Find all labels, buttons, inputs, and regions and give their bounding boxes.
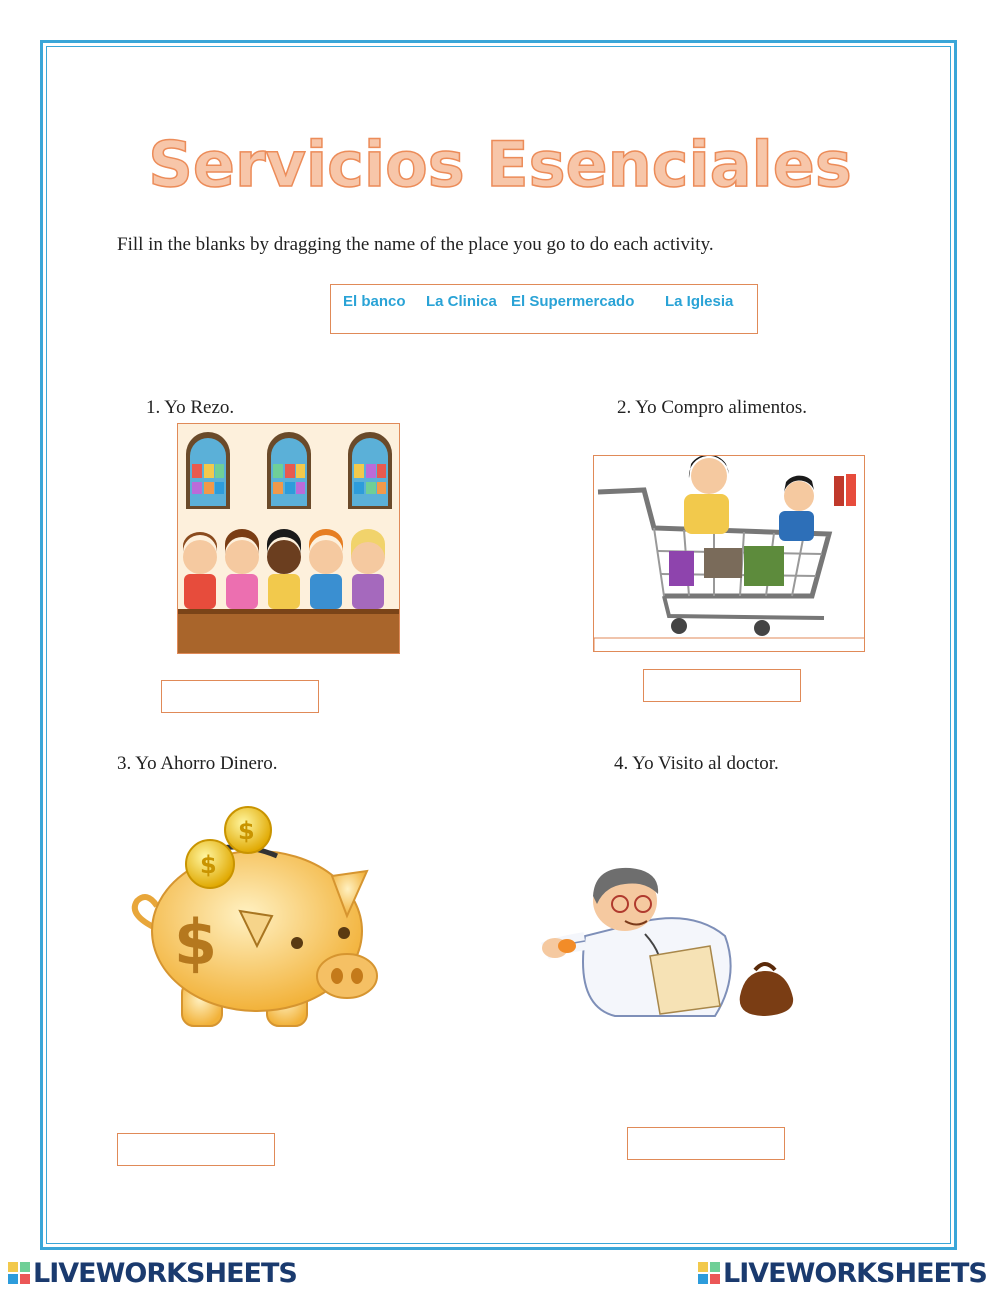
svg-text:$: $ <box>200 851 217 879</box>
question-2-label: 2. Yo Compro alimentos. <box>617 397 808 418</box>
brand-name-left: LIVEWORKSHEETS <box>33 1258 297 1289</box>
word-el-supermercado[interactable]: El Supermercado <box>511 293 635 310</box>
doctor-image <box>525 866 810 1026</box>
liveworksheets-blocks-icon <box>8 1262 30 1284</box>
question-3-label: 3. Yo Ahorro Dinero. <box>117 753 278 774</box>
instructions-text: Fill in the blanks by dragging the name of the place you go to do each activity. <box>117 234 714 255</box>
question-4-label: 4. Yo Visito al doctor. <box>614 753 779 774</box>
word-el-banco[interactable]: El banco <box>343 293 406 310</box>
answer-blank-3[interactable] <box>117 1133 275 1166</box>
answer-blank-2[interactable] <box>643 669 801 702</box>
liveworksheets-blocks-icon <box>698 1262 720 1284</box>
worksheet-title: Servicios Esenciales <box>148 128 852 201</box>
answer-blank-4[interactable] <box>627 1127 785 1160</box>
liveworksheets-logo-right <box>698 1258 987 1289</box>
church-children-praying-image <box>177 423 400 654</box>
word-la-clinica[interactable]: La Clinica <box>426 293 497 310</box>
answer-blank-1[interactable] <box>161 680 319 713</box>
word-la-iglesia[interactable]: La Iglesia <box>665 293 734 310</box>
svg-text:$: $ <box>238 817 255 845</box>
word-bank <box>330 284 758 334</box>
piggy-bank-image <box>122 806 382 1046</box>
svg-text:$: $ <box>174 906 218 979</box>
shopping-cart-image <box>593 455 865 652</box>
liveworksheets-logo-left <box>8 1258 297 1289</box>
question-1-label: 1. Yo Rezo. <box>146 397 235 418</box>
brand-name-right: LIVEWORKSHEETS <box>723 1258 987 1289</box>
